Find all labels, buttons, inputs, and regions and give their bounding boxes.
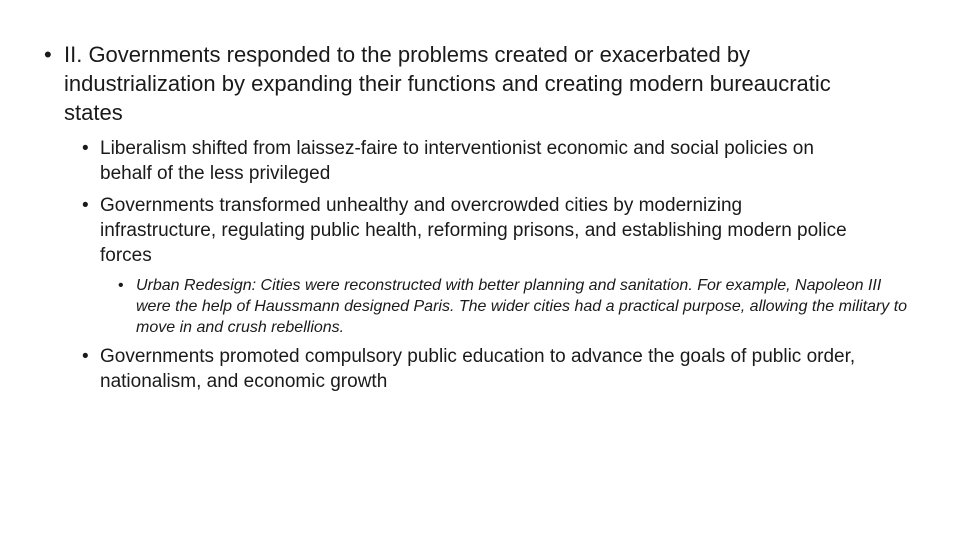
sub-bullet-education (82, 344, 862, 394)
bullet-icon: • (82, 346, 89, 367)
sub-bullet-cities (82, 193, 862, 268)
sub-point-text: Liberalism shifted from laissez-faire to interventionist economic and social policies on behalf of the less privileged (100, 138, 814, 184)
detail-text: Urban Redesign: Cities were reconstructed with better planning and sanitation. For example, Napoleon III were the help of Haussmann designed Paris. The wider cities had a practical purpose, allowing the military to move in and crush rebellions. (136, 277, 908, 336)
bullet-icon: • (82, 138, 89, 159)
sub-point-text: Governments transformed unhealthy and overcrowded cities by modernizing infrastructure, regulating public health, reforming prisons, and establishing modern police forces (100, 195, 847, 266)
sub-bullet-liberalism (82, 136, 862, 186)
detail-bullet-urban-redesign (118, 275, 908, 338)
main-point-text: II. Governments responded to the problems created or exacerbated by industrialization by expanding their functions and creating modern bureaucratic states (64, 42, 831, 125)
main-bullet-point (44, 40, 894, 127)
bullet-icon: • (82, 195, 89, 216)
bullet-icon: • (118, 277, 124, 294)
bullet-icon: • (44, 42, 52, 67)
sub-point-text: Governments promoted compulsory public education to advance the goals of public order, nationalism, and economic growth (100, 346, 856, 392)
